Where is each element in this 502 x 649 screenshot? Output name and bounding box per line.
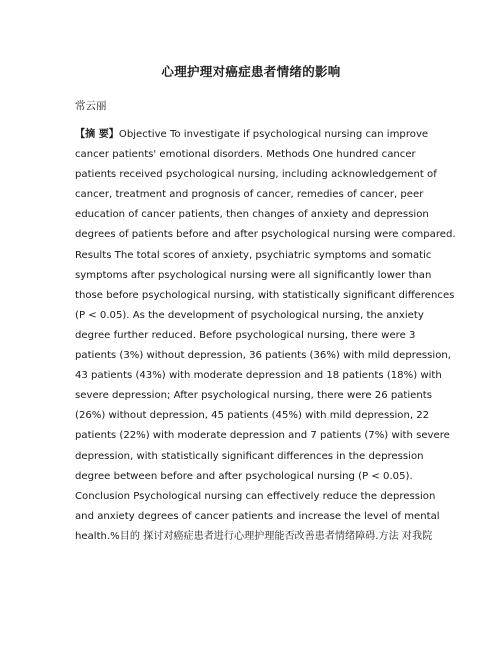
abstract-line: patients (22%) with moderate depression and 7 patients (7%) with severe bbox=[75, 430, 450, 442]
abstract-line: cancer patients' emotional disorders. Methods One hundred cancer bbox=[75, 149, 416, 161]
abstract-line: degree further reduced. Before psychological nursing, there were 3 bbox=[75, 329, 416, 341]
abstract-line: depression, with statistically significant differences in the depression bbox=[75, 450, 424, 462]
abstract-line: severe depression; After psychological nursing, there were 26 patients bbox=[75, 390, 432, 402]
abstract-line: (26%) without depression, 45 patients (45%) with mild depression, 22 bbox=[75, 410, 430, 422]
abstract-line: Results The total scores of anxiety, psychiatric symptoms and somatic bbox=[75, 249, 432, 261]
abstract-line: degree between before and after psychological nursing (P < 0.05). bbox=[75, 470, 413, 482]
abstract-line: and anxiety degrees of cancer patients and increase the level of mental bbox=[75, 510, 440, 522]
abstract-line: health.%目的 探讨对癌症患者进行心理护理能否改善患者情绪障碍.方法 对我院 bbox=[75, 530, 433, 542]
author-name: 常云丽 bbox=[75, 100, 107, 112]
document-title: 心理护理对癌症患者情绪的影响 bbox=[161, 64, 341, 79]
abstract-label: 【摘 要】 bbox=[75, 129, 119, 140]
abstract-line: (P < 0.05). As the development of psychological nursing, the anxiety bbox=[75, 309, 424, 321]
abstract-line: cancer, treatment and prognosis of cancer, remedies of cancer, peer bbox=[75, 189, 424, 201]
abstract-line: patients received psychological nursing, including acknowledgement of bbox=[75, 169, 437, 181]
abstract-line: 【摘 要】Objective To investigate if psychological nursing can improve bbox=[75, 129, 429, 140]
abstract-line: patients (3%) without depression, 36 patients (36%) with mild depression, bbox=[75, 350, 452, 362]
abstract-line: Conclusion Psychological nursing can effectively reduce the depression bbox=[75, 490, 436, 502]
abstract-line: those before psychological nursing, with statistically significant differences bbox=[75, 289, 455, 301]
abstract-line: degrees of patients before and after psychological nursing were compared. bbox=[75, 229, 456, 241]
abstract-line: symptoms after psychological nursing were all significantly lower than bbox=[75, 269, 432, 281]
abstract-line: 43 patients (43%) with moderate depression and 18 patients (18%) with bbox=[75, 370, 442, 382]
abstract-body bbox=[75, 125, 456, 547]
abstract-line: education of cancer patients, then changes of anxiety and depression bbox=[75, 209, 429, 221]
